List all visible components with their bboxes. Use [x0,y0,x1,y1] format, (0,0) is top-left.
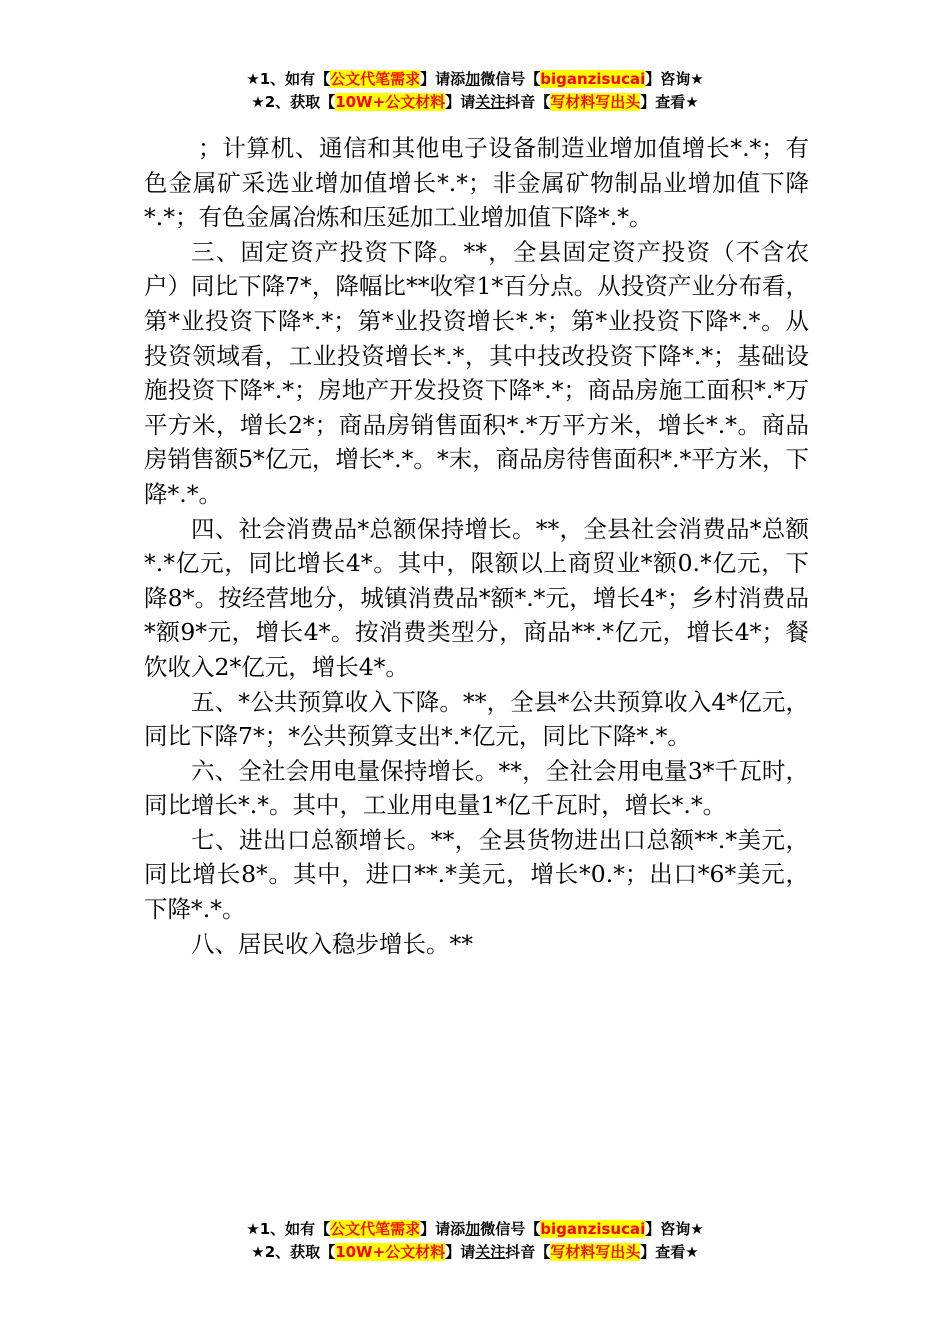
paragraph-electricity: 六、全社会用电量保持增长。**，全社会用电量3*千瓦时，同比增长*.*。其中，工业用电量1*亿千瓦时，增长*.*。 [144,756,809,820]
banner-text-underlined: 加 [465,1220,481,1238]
banner-text-underlined: 加 [465,70,481,88]
banner-line-1 [0,68,950,91]
highlight-douyin-account: 写材料写出头 [550,93,641,111]
paragraph-fixed-asset-investment: 三、固定资产投资下降。**，全县固定资产投资（不含农户）同比下降7*，降幅比**收窄1*百分点。从投资产业分布看，第*业投资下降*.*；第*业投资增长*.*；第*业投资下降*.*。从投资领域看，工业投资增长*.*，其中技改投资下降*.*；基础设施投资下降*.*；房地产开发投资下降*.*；商品房施工面积*.*万平方米，增长2*；商品房销售面积*.*万平方米，增长*.*。商品房销售额5*亿元，增长*.*。*末，商品房待售面积*.*平方米，下降*.*。 [144,237,809,508]
banner-text: ★2、获取【 [251,1243,336,1261]
paragraph-import-export: 七、进出口总额增长。**，全县货物进出口总额**.*美元，同比增长8*。其中，进口**.*美元，增长*0.*；出口*6*美元，下降*.*。 [144,825,809,924]
footer-banner [0,1218,950,1264]
paragraph-retail-sales: 四、社会消费品*总额保持增长。**，全县社会消费品*总额*.*亿元，同比增长4*。其中，限额以上商贸业*额0.*亿元，下降8*。按经营地分，城镇消费品*额*.*元，增长4*；乡村消费品*额9*元，增长4*。按消费类型分，商品**.*亿元，增长4*；餐饮收入2*亿元，增长4*。 [144,514,809,681]
banner-text: ★1、如有【 [246,70,331,88]
highlight-service: 公文代笔需求 [330,1220,421,1238]
banner-text: 】请添 [420,1220,466,1238]
banner-text: 抖音【 [505,93,551,111]
banner-line-1 [0,1218,950,1241]
banner-line-2 [0,1241,950,1264]
banner-text: 】请添 [420,70,466,88]
banner-text: 抖音【 [505,1243,551,1261]
header-banner [0,68,950,114]
highlight-douyin-account: 写材料写出头 [550,1243,641,1261]
banner-line-2 [0,91,950,114]
highlight-wechat-id: biganzisucai [540,70,646,88]
highlight-service: 公文代笔需求 [330,70,421,88]
paragraph-public-budget: 五、*公共预算收入下降。**，全县*公共预算收入4*亿元，同比下降7*；*公共预算支出*.*亿元，同比下降*.*。 [144,687,809,751]
banner-text-underlined: 关注 [475,1243,506,1261]
document-body [144,131,809,961]
highlight-wechat-id: biganzisucai [540,1220,646,1238]
banner-text: 】查看★ [640,93,699,111]
banner-text: 】请 [445,1243,476,1261]
highlight-materials: 10W+公文材料 [335,93,446,111]
banner-text: 】咨询★ [645,70,704,88]
banner-text: ★2、获取【 [251,93,336,111]
banner-text: 】咨询★ [645,1220,704,1238]
banner-text-underlined: 关注 [475,93,506,111]
banner-text: ★1、如有【 [246,1220,331,1238]
highlight-materials: 10W+公文材料 [335,1243,446,1261]
paragraph-resident-income: 八、居民收入稳步增长。** [191,929,473,958]
banner-text: 】请 [445,93,476,111]
banner-text: 】查看★ [640,1243,699,1261]
banner-text: 微信号【 [480,70,541,88]
paragraph-industry: ；计算机、通信和其他电子设备制造业增加值增长*.*；有色金属矿采选业增加值增长*.*；非金属矿物制品业增加值下降*.*；有色金属冶炼和压延加工业增加值下降*.*。 [144,134,809,232]
banner-text: 微信号【 [480,1220,541,1238]
